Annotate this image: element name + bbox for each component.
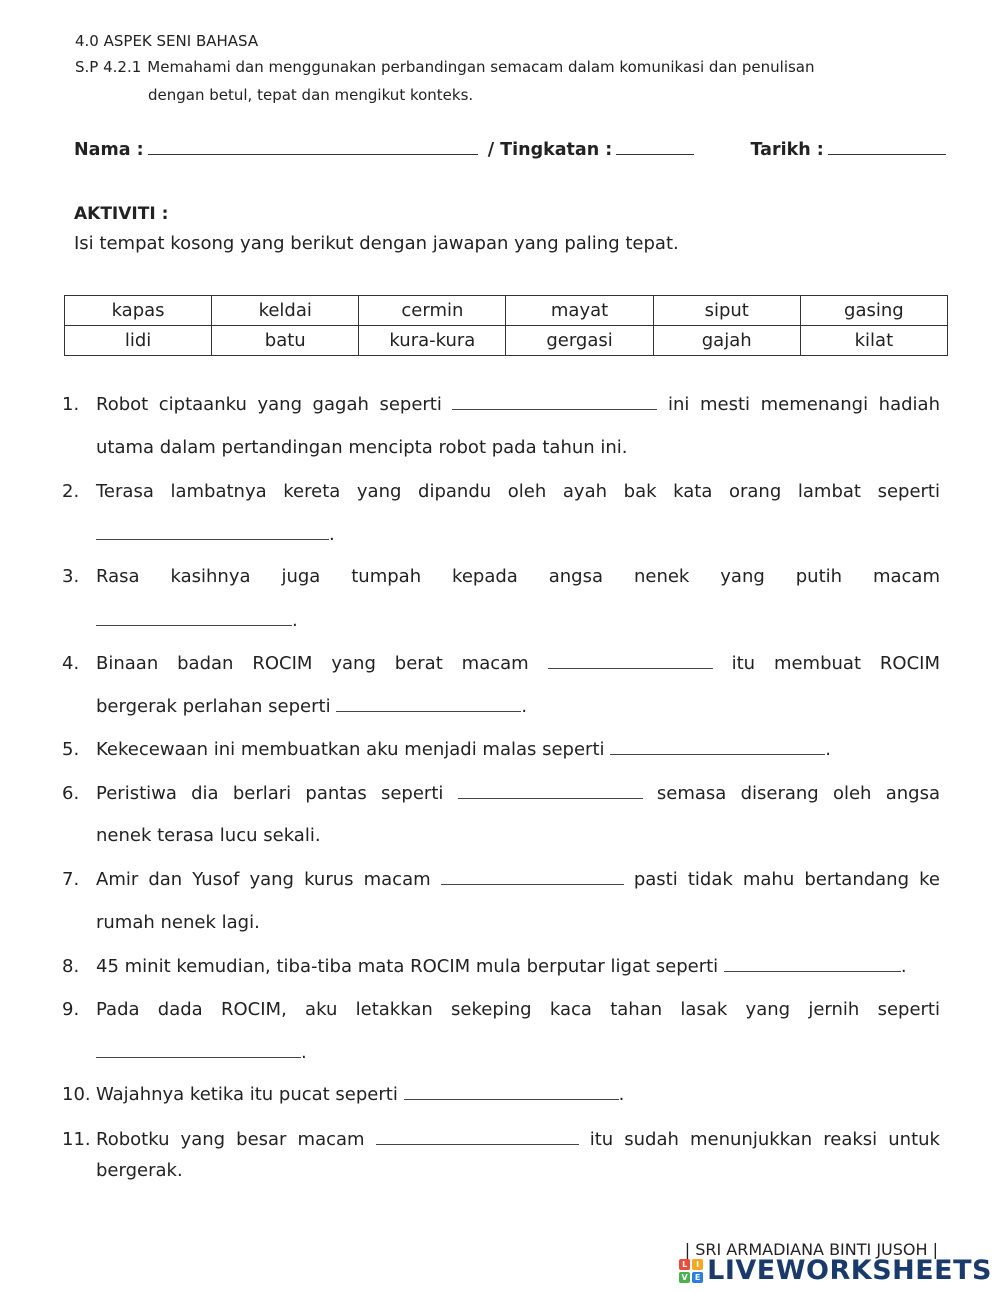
author-credit: | SRI ARMADIANA BINTI JUSOH |	[684, 1240, 938, 1259]
question-number: 6.	[62, 783, 80, 804]
question-number: 3.	[62, 566, 80, 587]
answer-blank-9[interactable]	[96, 1042, 301, 1058]
answer-blank-8[interactable]	[724, 956, 901, 972]
question-number: 10.	[62, 1084, 91, 1105]
question-text: Robotku yang besar macam itu sudah menunjukkan reaksi untuk	[96, 1129, 940, 1150]
answer-blank-11[interactable]	[376, 1129, 579, 1145]
class-label: / Tingkatan :	[487, 140, 613, 160]
word-bank-row	[65, 296, 948, 326]
standard-text-1: Memahami dan menggunakan perbandingan semacam dalam komunikasi dan penulisan	[147, 58, 815, 76]
word-cell: mayat	[506, 296, 653, 326]
activity-instruction: Isi tempat kosong yang berikut dengan jawapan yang paling tepat.	[74, 233, 679, 254]
question-number: 8.	[62, 956, 80, 977]
standard-line-1	[75, 58, 955, 76]
question-11-continuation: bergerak.	[96, 1160, 183, 1181]
word-cell: gajah	[653, 326, 800, 356]
word-cell: gasing	[800, 296, 947, 326]
question-3-continuation: .	[96, 610, 298, 632]
question-number: 1.	[62, 394, 80, 415]
word-cell: kilat	[800, 326, 947, 356]
activity-title: AKTIVITI :	[74, 204, 169, 224]
standard-code: S.P 4.2.1	[75, 58, 142, 76]
question-number: 5.	[62, 739, 80, 760]
question-7-continuation: rumah nenek lagi.	[96, 912, 260, 933]
date-field[interactable]	[828, 140, 946, 155]
question-text: Kekecewaan ini membuatkan aku menjadi malas seperti .	[96, 739, 831, 760]
answer-blank-5[interactable]	[610, 739, 825, 755]
answer-blank-1[interactable]	[452, 394, 657, 410]
student-info-row	[74, 140, 954, 160]
word-cell: kura-kura	[359, 326, 506, 356]
question-text: Binaan badan ROCIM yang berat macam itu membuat ROCIM	[96, 653, 940, 674]
question-6-continuation: nenek terasa lucu sekali.	[96, 825, 321, 846]
logo-tile: I	[692, 1259, 703, 1270]
logo-tile: E	[692, 1272, 703, 1283]
answer-blank-4a[interactable]	[548, 653, 713, 669]
question-text: 45 minit kemudian, tiba-tiba mata ROCIM mula berputar ligat seperti .	[96, 956, 907, 977]
brand-wordmark: LIVEWORKSHEETS	[707, 1255, 992, 1286]
answer-blank-6[interactable]	[458, 783, 643, 799]
word-cell: kapas	[65, 296, 212, 326]
question-text: Robot ciptaanku yang gagah seperti ini mesti memenangi hadiah	[96, 394, 940, 415]
word-bank-row	[65, 326, 948, 356]
word-cell: keldai	[212, 296, 359, 326]
answer-blank-7[interactable]	[441, 869, 624, 885]
answer-blank-10[interactable]	[404, 1084, 619, 1100]
logo-tile: V	[679, 1272, 690, 1283]
question-text: Terasa lambatnya kereta yang dipandu oleh ayah bak kata orang lambat seperti	[96, 481, 940, 502]
name-field[interactable]	[148, 140, 478, 155]
question-number: 2.	[62, 481, 80, 502]
question-9-continuation: .	[96, 1042, 307, 1064]
word-cell: batu	[212, 326, 359, 356]
standard-line-2: dengan betul, tepat dan mengikut konteks.	[148, 86, 474, 104]
word-cell: siput	[653, 296, 800, 326]
question-text: Peristiwa dia berlari pantas seperti semasa diserang oleh angsa	[96, 783, 940, 804]
word-cell: lidi	[65, 326, 212, 356]
question-text: Amir dan Yusof yang kurus macam pasti tidak mahu bertandang ke	[96, 869, 940, 890]
name-label: Nama :	[74, 140, 144, 160]
question-number: 9.	[62, 999, 80, 1020]
date-label: Tarikh :	[750, 140, 824, 160]
answer-blank-3[interactable]	[96, 610, 292, 626]
liveworksheets-brand[interactable]	[679, 1255, 992, 1286]
question-text: Pada dada ROCIM, aku letakkan sekeping kaca tahan lasak yang jernih seperti	[96, 999, 940, 1020]
question-number: 11.	[62, 1129, 91, 1150]
answer-blank-4b[interactable]	[336, 696, 521, 712]
liveworksheets-logo-icon	[679, 1259, 703, 1283]
question-text: Wajahnya ketika itu pucat seperti .	[96, 1084, 625, 1105]
question-number: 4.	[62, 653, 80, 674]
question-number: 7.	[62, 869, 80, 890]
aspect-heading: 4.0 ASPEK SENI BAHASA	[75, 32, 259, 50]
word-bank-table	[64, 295, 948, 356]
word-cell: cermin	[359, 296, 506, 326]
question-2-continuation: .	[96, 524, 335, 546]
question-text: Rasa kasihnya juga tumpah kepada angsa nenek yang putih macam	[96, 566, 940, 587]
question-4-continuation: bergerak perlahan seperti .	[96, 696, 528, 717]
class-field[interactable]	[616, 140, 694, 155]
logo-tile: L	[679, 1259, 690, 1270]
word-cell: gergasi	[506, 326, 653, 356]
question-1-continuation: utama dalam pertandingan mencipta robot pada tahun ini.	[96, 437, 628, 458]
answer-blank-2[interactable]	[96, 524, 329, 540]
